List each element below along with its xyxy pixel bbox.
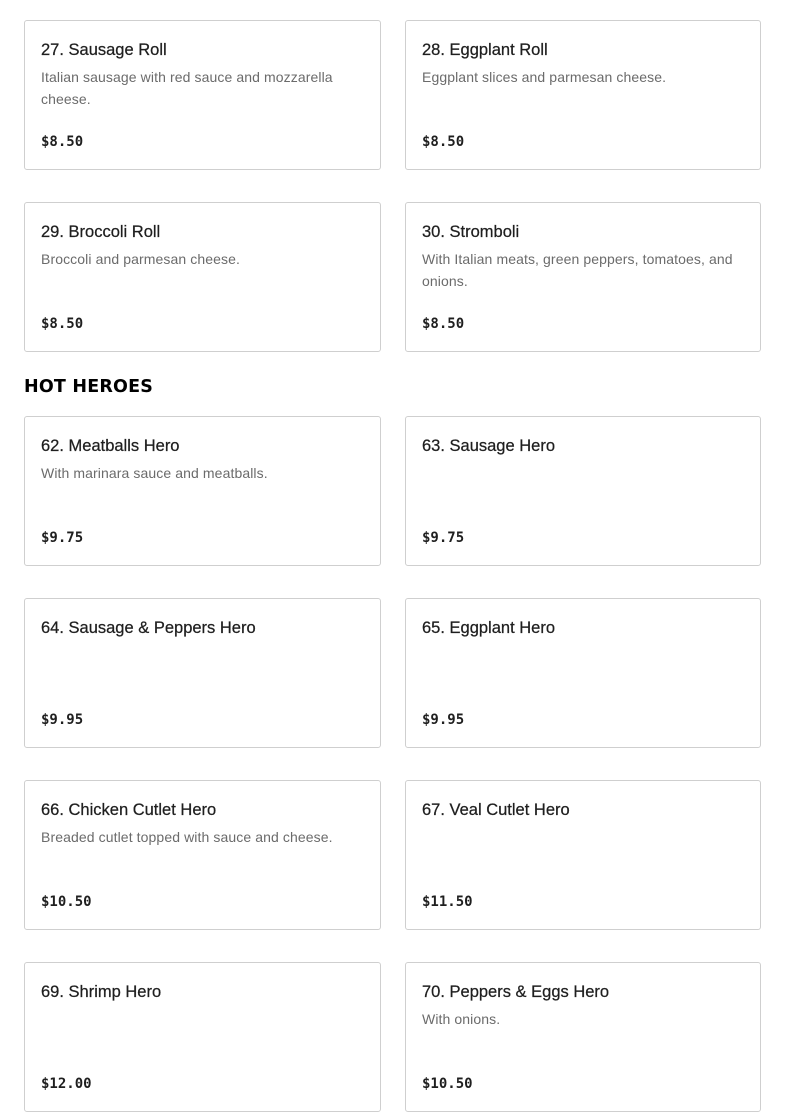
menu-item-price: $8.50 [422, 134, 465, 150]
menu-item-price: $9.95 [422, 712, 465, 728]
menu-item-price: $8.50 [41, 316, 84, 332]
menu-item-description: With onions. [422, 1011, 501, 1027]
menu-item-price: $10.50 [41, 894, 92, 910]
menu-item-card[interactable] [405, 416, 761, 566]
menu-item-card[interactable] [405, 202, 761, 352]
menu-item-card[interactable] [405, 962, 761, 1112]
menu-item-card[interactable] [24, 416, 381, 566]
menu-item-name: 69. Shrimp Hero [41, 983, 162, 1001]
menu-item-price: $12.00 [41, 1076, 92, 1092]
menu-item-name: 30. Stromboli [422, 223, 520, 241]
menu-item-price: $8.50 [41, 134, 84, 150]
menu-item-card[interactable] [24, 598, 381, 748]
menu-item-name: 63. Sausage Hero [422, 437, 556, 455]
menu-item-description: Eggplant slices and parmesan cheese. [422, 69, 667, 85]
menu-item-card[interactable] [24, 780, 381, 930]
section-heading-hot-heroes: HOT HEROES [24, 377, 154, 397]
menu-item-card[interactable] [24, 202, 381, 352]
menu-item-name: 64. Sausage & Peppers Hero [41, 619, 256, 637]
menu-item-card[interactable] [405, 598, 761, 748]
menu-item-card[interactable] [24, 962, 381, 1112]
menu-item-description: With Italian meats, green peppers, tomatoes, and onions. [422, 251, 733, 289]
menu-item-description: Breaded cutlet topped with sauce and cheese. [41, 829, 333, 845]
menu-item-name: 70. Peppers & Eggs Hero [422, 983, 610, 1001]
menu-item-price: $10.50 [422, 1076, 473, 1092]
menu-item-description: With marinara sauce and meatballs. [41, 465, 268, 481]
menu-item-price: $9.75 [41, 530, 84, 546]
menu-item-card[interactable] [405, 20, 761, 170]
menu-item-name: 62. Meatballs Hero [41, 437, 180, 455]
menu-item-name: 27. Sausage Roll [41, 41, 167, 59]
menu-item-name: 28. Eggplant Roll [422, 41, 548, 59]
menu-item-price: $8.50 [422, 316, 465, 332]
menu-item-name: 29. Broccoli Roll [41, 223, 161, 241]
menu-item-price: $11.50 [422, 894, 473, 910]
menu-item-name: 66. Chicken Cutlet Hero [41, 801, 217, 819]
menu-item-name: 67. Veal Cutlet Hero [422, 801, 570, 819]
menu-item-card[interactable] [405, 780, 761, 930]
menu-item-description: Broccoli and parmesan cheese. [41, 251, 241, 267]
menu-item-card[interactable] [24, 20, 381, 170]
menu-item-description: Italian sausage with red sauce and mozzarella cheese. [41, 69, 333, 107]
menu-item-price: $9.95 [41, 712, 84, 728]
menu-item-price: $9.75 [422, 530, 465, 546]
menu-item-name: 65. Eggplant Hero [422, 619, 556, 637]
